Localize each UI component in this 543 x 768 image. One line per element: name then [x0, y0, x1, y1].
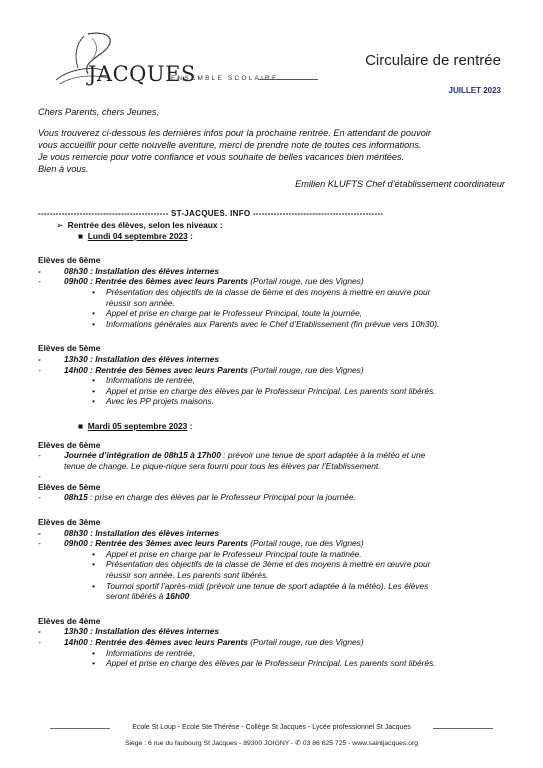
bullet-item-continued: seront libérés à 16h00	[106, 591, 190, 602]
bullet-item-continued: réussir son année. Les parents sont libérés.	[106, 570, 269, 581]
logo-text: JACQUES	[88, 62, 196, 86]
square-bullet-icon: ■	[78, 420, 88, 431]
section-separator: -------------------------------------------- ST-JACQUES. INFO --------------------------------------------	[38, 209, 384, 218]
schedule-item: - 09h00 : Rentrée des 6èmes avec leurs Parents (Portail rouge, rue des Vignes)	[38, 276, 364, 287]
schedule-item: - 13h30 : Installation des élèves internes	[38, 353, 220, 364]
bullet-item: • Appel et prise en charge des élèves par le Professeur Principal. Les parents sont libérés.	[92, 385, 436, 396]
bullet-item: • Informations de rentrée,	[92, 647, 195, 658]
bullet-item: • Avec les PP projets maisons.	[92, 396, 214, 407]
schedule-item: - 08h30 : Installation des élèves internes	[38, 527, 220, 538]
document-title: Circulaire de rentrée	[365, 52, 501, 69]
bullet-item: • Appel et prise en charge par le Professeur Principal toute la matinée.	[92, 548, 362, 559]
day-heading: ■ Mardi 05 septembre 2023 :	[78, 420, 193, 431]
dash-marker: -	[38, 471, 41, 482]
arrow-bullet-icon: ➢	[56, 220, 68, 230]
schedule-item: - 14h00 : Rentrée des 4èmes avec leurs Parents (Portail rouge, rue des Vignes)	[38, 637, 364, 647]
intro-line: Vous trouverez ci-dessous les dernières infos pour la prochaine rentrée. En attendant de pouvoir	[38, 128, 431, 138]
schedule-item-continued: tenue de change. Le pique-nique sera fourni pour tous les élèves par l’Etablissement.	[64, 460, 381, 471]
schedule-item: - 09h00 : Rentrée des 3èmes avec leurs Parents (Portail rouge, rue des Vignes)	[38, 538, 364, 549]
level-heading: Elèves de 5ème	[38, 481, 101, 492]
footer-divider	[433, 728, 493, 729]
level-heading: Elèves de 6ème	[38, 439, 101, 450]
bullet-item: • Informations de rentrée,	[92, 375, 195, 386]
signature: Emilien KLUFTS Chef d’établissement coordinateur	[295, 179, 505, 189]
schedule-item: - 08h30 : Installation des élèves internes	[38, 265, 220, 276]
schedule-item: - 13h30 : Installation des élèves internes	[38, 626, 220, 637]
bullet-item: • Tournoi sportif l’après-midi (prévoir une tenue de sport adaptée à la météo). Les élèves	[92, 580, 429, 591]
bullet-item: • Informations générales aux Parents avec le Chef d’Etablissement (fin prévue vers 10h30).	[92, 318, 440, 329]
bullet-item: • Présentation des objectifs de la classe de 6ème et des moyens à mettre en œuvre pour	[92, 286, 431, 297]
bullet-item: • Appel et prise en charge par le Professeur Principal, toute la journée,	[92, 308, 363, 319]
bullet-item: • Appel et prise en charge des élèves par le Professeur Principal. Les parents sont libérés.	[92, 658, 436, 669]
schedule-content	[38, 220, 513, 669]
schedule-item: - 14h00 : Rentrée des 5èmes avec leurs Parents (Portail rouge, rue des Vignes)	[38, 364, 364, 375]
bullet-item-continued: réussir son année.	[106, 297, 175, 308]
footer-address: Siège : 6 rue du faubourg St Jacques - 89300 JOIGNY - ✆ 03 86 625 725 - www.saintjacques.org	[124, 740, 419, 747]
level-heading: Elèves de 6ème	[38, 255, 101, 266]
intro-line: vous accueillir pour cette nouvelle aventure, merci de prendre note de toutes ces informations.	[38, 140, 422, 150]
footer-schools: Ecole St Loup - Ecole Ste Thérèse - Collège St Jacques - Lycée professionnel St Jacques	[132, 724, 411, 731]
bullet-item: • Présentation des objectifs de la classe de 3ème et des moyens à mettre en œuvre pour	[92, 559, 431, 570]
level-heading: Elèves de 3ème	[38, 517, 101, 528]
schedule-item: - 08h15 : prise en charge des élèves par le Professeur Principal pour la journée.	[38, 492, 356, 503]
greeting: Chers Parents, chers Jeunes,	[38, 107, 160, 117]
document-date: JUILLET 2023	[448, 86, 501, 95]
intro-line: Je vous remercie pour votre confiance et vous souhaite de belles vacances bien méritées.	[38, 152, 405, 162]
logo-divider	[258, 79, 318, 80]
intro-line: Bien à vous.	[38, 164, 89, 174]
level-heading: Elèves de 4ème	[38, 615, 101, 626]
section-heading: ➢ Rentrée des élèves, selon les niveaux :	[56, 220, 223, 230]
schedule-item: - Journée d’intégration de 08h15 à 17h00 : prévoir une tenue de sport adaptée à la météo et une	[38, 450, 426, 461]
intro-paragraph	[38, 127, 508, 175]
square-bullet-icon: ■	[78, 230, 88, 241]
logo-subtitle: ENSEMBLE SCOLAIRE	[171, 75, 279, 82]
level-heading: Elèves de 5ème	[38, 343, 101, 354]
school-logo	[48, 30, 328, 90]
day-heading: ■ Lundi 04 septembre 2023 :	[78, 230, 193, 241]
